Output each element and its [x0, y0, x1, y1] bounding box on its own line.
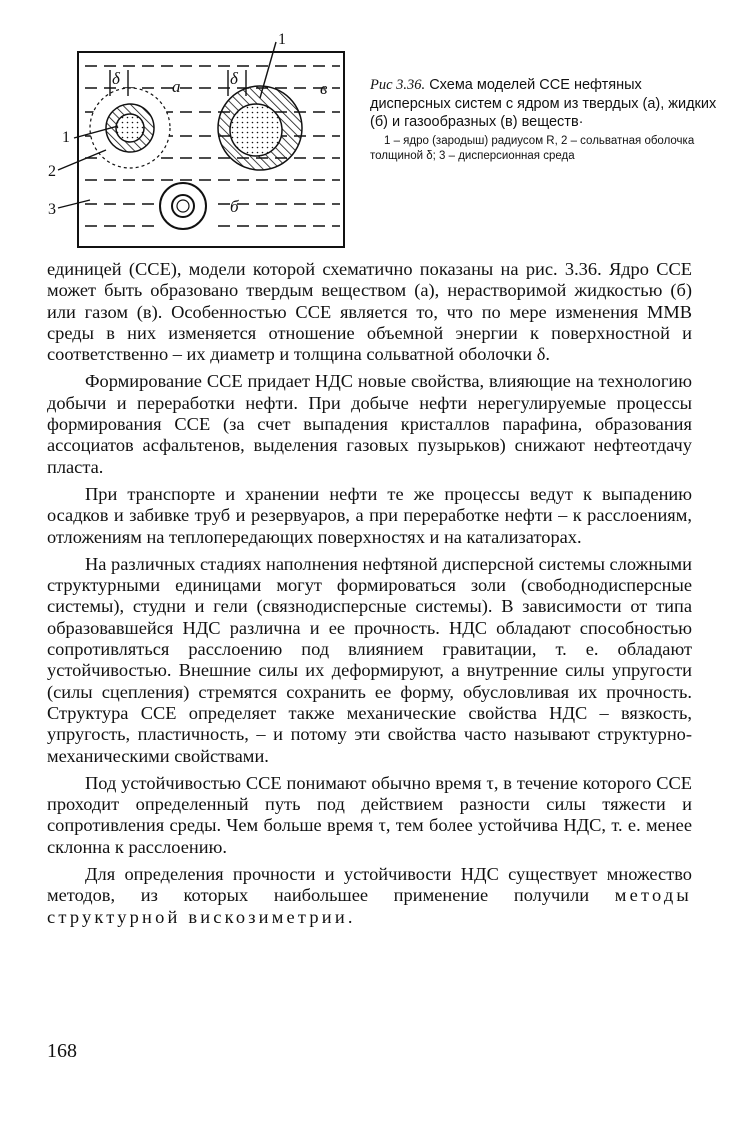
label-a: а [172, 77, 181, 96]
paragraph-3: При транспорте и хранении нефти те же процессы ведут к выпадению осадков и забивке труб и резервуаров, а при переработке нефти – к расслоениям, отложениям на теплопередающих поверхностях и на катализаторах. [47, 483, 692, 547]
label-delta-a: δ [112, 69, 120, 88]
model-b-liquid-core [154, 182, 214, 230]
sse-model-diagram [30, 30, 370, 255]
caption-title [370, 76, 720, 132]
caption-legend: 1 – ядро (зародыш) радиусом R, 2 – сольватная оболочка толщиной δ; 3 – дисперсионная среда [370, 134, 695, 162]
model-v-gas-core [218, 86, 302, 170]
caption-prefix: Рис 3.36. [370, 77, 426, 93]
model-a-solid-core [90, 88, 170, 168]
paragraph-2: Формирование ССЕ придает НДС новые свойства, влияющие на технологию добычи и переработки нефти. При добыче нефти нерегулируемые процессы формирования ССЕ (за счет выпадения кристаллов парафина, образования ассоциатов асфальтенов, выделения газовых пузырьков) снижают нефтеотдачу пласта. [47, 371, 692, 477]
label-b: б [230, 197, 239, 216]
figure-3-36 [30, 30, 370, 255]
label-v: в [320, 79, 328, 98]
paragraph-6-lead: Для определения прочности и устойчивости НДС существует множество методов, из которых наибольшее применение получили [47, 864, 692, 906]
label-1-left: 1 [62, 129, 70, 146]
label-2: 2 [48, 163, 56, 180]
paragraph-5: Под устойчивостью ССЕ понимают обычно время τ, в течение которого ССЕ проходит определенный путь под действием разности силы тяжести и сопротивления среды. Чем больше время τ, тем более устойчива НДС, т. е. менее склонна к расслоению. [47, 772, 692, 857]
page-number: 168 [47, 1040, 77, 1062]
label-3: 3 [48, 201, 56, 218]
paragraph-6-spaced: методы структурной вискозиметрии. [47, 885, 692, 927]
label-1-top: 1 [278, 31, 286, 48]
label-delta-v: δ [230, 69, 238, 88]
paragraph-1: единицей (ССЕ), модели которой схематично показаны на рис. 3.36. Ядро ССЕ может быть образовано твердым веществом (а), нерастворимой жидкостью (б) или газом (в). Особенностью ССЕ является то, что по мере изменения ММВ среды в них изменяется отношение объемной энергии к поверхностной и соответственно – их диаметр и толщина сольватной оболочки δ. [47, 259, 692, 365]
body-text [47, 259, 692, 934]
paragraph-4: На различных стадиях наполнения нефтяной дисперсной системы сложными структурными единицами могут формироваться золи (свободнодисперсные системы), студни и гели (связнодисперсные системы). В зависимости от типа образовавшейся НДС различна и ее прочность. НДС обладают способностью сопротивляться расслоению под влиянием гравитации, т. е. обладают устойчивостью. Внешние силы их деформируют, а внутренние силы упругости (силы сцепления) стремятся сохранить ее форму, обусловливая их прочность. Структура ССЕ определяет также механические свойства НДС – вязкость, упругость, пластичность, – и потому эти свойства часто называют структурно-механическими свойствами. [47, 553, 692, 766]
paragraph-6 [47, 864, 692, 928]
figure-caption [370, 76, 720, 165]
caption-text: Схема моделей ССЕ нефтяных дисперсных систем с ядром из твердых (а), жидких (б) и газообразных (в) веществ· [370, 77, 717, 130]
